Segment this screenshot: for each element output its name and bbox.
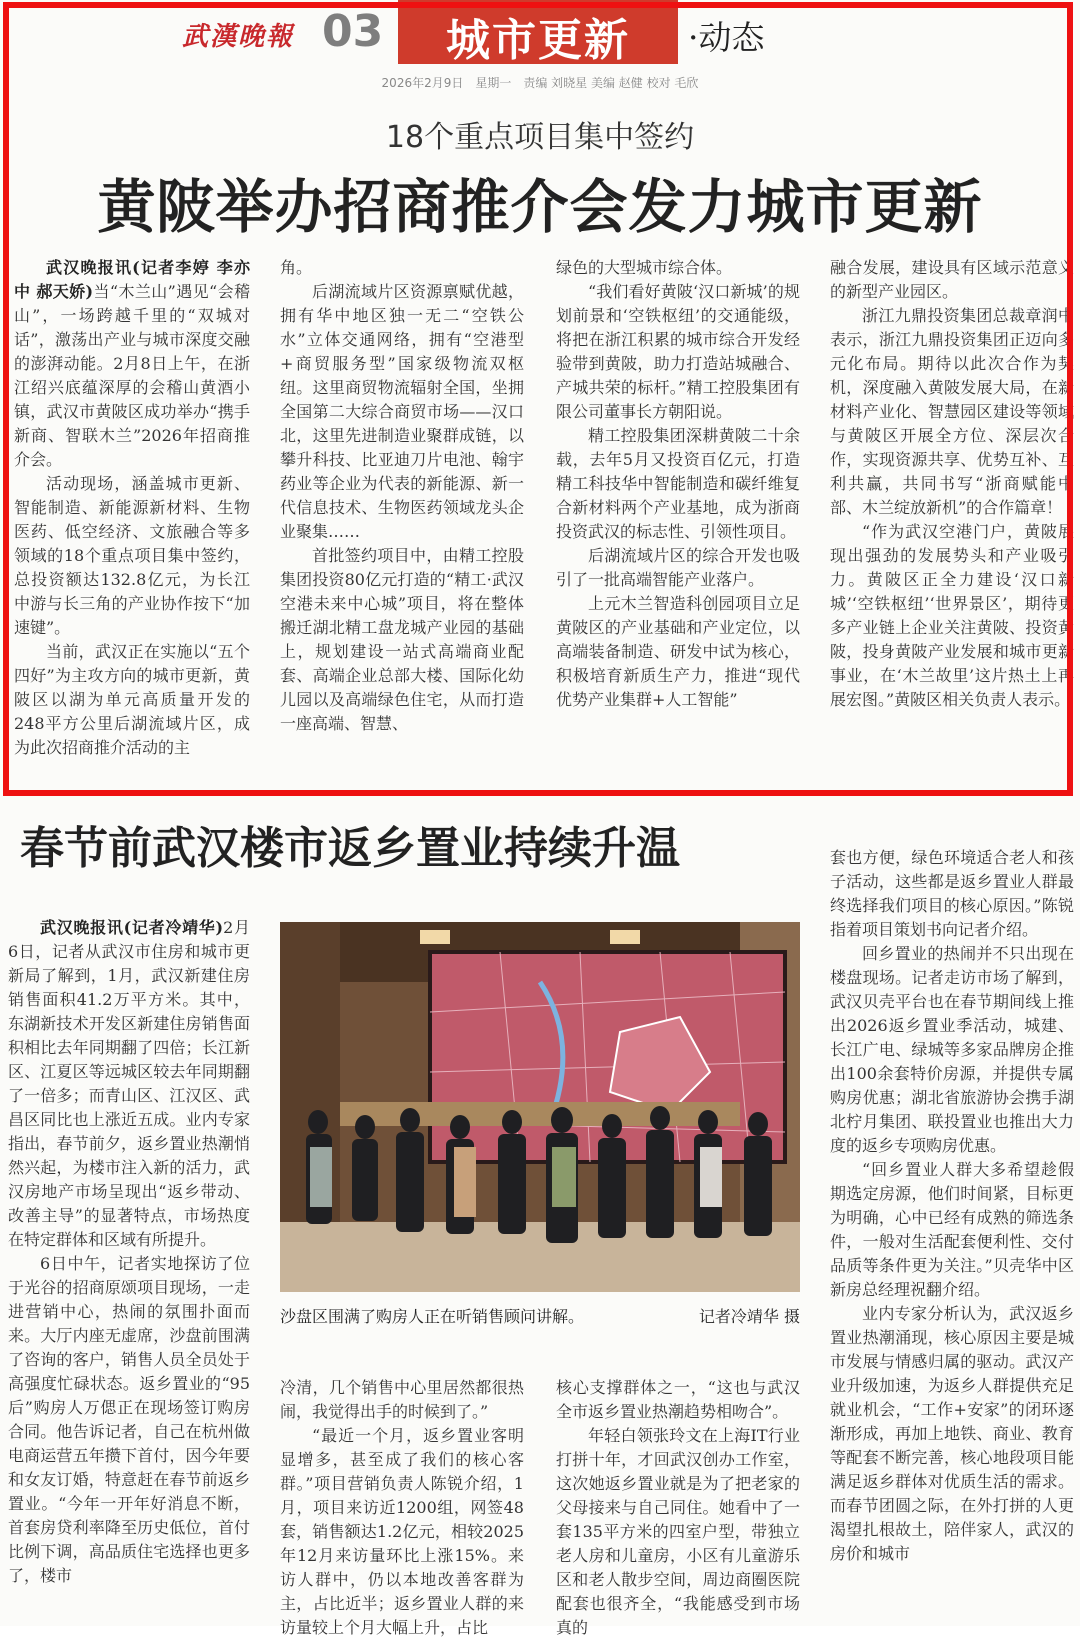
paragraph: 回乡置业的热闹并不只出现在楼盘现场。记者走访市场了解到，武汉贝壳平台也在春节期间线上推出2026返乡置业季活动，城建、长江广电、绿城等多家品牌房企推出100余套特价房源，并提供专属购房优惠；湖北省旅游协会携手湖北柠月集团、联投置业也推出大力度的返乡专项购房优惠。 [830, 944, 1074, 1155]
paragraph: 2月6日，记者从武汉市住房和城市更新局了解到，1月，武汉新建住房销售面积41.2万平方米。其中，东湖新技术开发区新建住房销售面积相比去年同期翻了四倍；长江新区、江夏区等远城区较去年同期翻了一倍多；而青山区、江汉区、武昌区同比也上涨近五成。业内专家指出，春节前夕，返乡置业热潮悄然兴起，为楼市注入新的活力，武汉房地产市场呈现出“返乡带动、改善主导”的显著特点，市场热度在特定群体和区域有所提升。 [8, 918, 250, 1249]
paragraph: “作为武汉空港门户，黄陂展现出强劲的发展势头和产业吸引力。黄陂区正全力建设‘汉口新城’‘空铁枢纽’‘世界景区’，期待更多产业链上企业关注黄陂、投资黄陂，投身黄陂产业发展和城市更新事业，在‘木兰故里’这片热土上再展宏图。”黄陂区相关负责人表示。 [830, 522, 1074, 709]
article1-kicker: 18个重点项目集中签约 [385, 120, 695, 155]
paragraph: 套也方便，绿色环境适合老人和孩子活动，这些都是返乡置业人群最终选择我们项目的核心原因。”陈锐指着项目策划书向记者介绍。 [830, 848, 1074, 939]
subsection-name: ·动态 [688, 18, 765, 57]
article1-column-1 [14, 256, 250, 766]
section-name: 城市更新 [446, 15, 630, 66]
article2-column-3 [556, 1376, 800, 1637]
paragraph: “最近一个月，返乡置业客明显增多，甚至成了我们的核心客群。”项目营销负责人陈锐介绍，1月，项目来访近1200组，网签48套，销售额达1.2亿元，相较2025年12月来访量环比上涨15%。来访人群中，仍以本地改善客群为主，占比近半；返乡置业人群的来访量较上个月大幅上升，占比 [280, 1426, 524, 1637]
article1-headline: 黄陂举办招商推介会发力城市更新 [97, 173, 983, 241]
paragraph: “我们看好黄陂‘汉口新城’的规划前景和‘空铁枢纽’的交通能级，将把在浙江积累的城市综合开发经验带到黄陂，助力打造站城融合、产城共荣的标杆。”精工控股集团有限公司董事长方朝阳说。 [556, 282, 800, 421]
paragraph: 浙江九鼎投资集团总裁章润中表示，浙江九鼎投资集团正迈向多元化布局。期待以此次合作为契机，深度融入黄陂发展大局，在新材料产业化、智慧园区建设等领域与黄陂区开展全方位、深层次合作，实现资源共享、优势互补、互利共赢，共同书写“浙商赋能中部、木兰绽放新机”的合作篇章！ [830, 306, 1074, 517]
paragraph: 活动现场，涵盖城市更新、智能制造、新能源新材料、生物医药、低空经济、文旅融合等多领域的18个重点项目集中签约，总投资额达132.8亿元，为长江中游与长三角的产业协作按下“加速键”。 [14, 474, 250, 637]
photo-caption-bar [280, 1304, 800, 1327]
paragraph: 绿色的大型城市综合体。 [556, 258, 733, 277]
paragraph: 后湖流域片区资源禀赋优越，拥有华中地区独一无二“空铁公水”立体交通网络，拥有“空港型+商贸服务型”国家级物流双枢纽。这里商贸物流辐射全国，坐拥全国第二大综合商贸市场——汉口北，这里先进制造业聚群成链，以攀升科技、比亚迪刀片电池、翰宇药业等企业为代表的新能源、新一代信息技术、生物医药领域龙头企业聚集…… [280, 282, 524, 541]
article1-column-4 [830, 256, 1074, 766]
paragraph: 核心支撑群体之一，“这也与武汉全市返乡置业热潮趋势相吻合”。 [556, 1378, 800, 1421]
paragraph: 精工控股集团深耕黄陂二十余载，去年5月又投资百亿元，打造精工科技华中智能制造和碳纤维复合新材料两个产业基地，成为浙商投资武汉的标志性、引领性项目。 [556, 426, 800, 541]
photo-caption: 沙盘区围满了购房人正在听销售顾问讲解。 [280, 1307, 585, 1326]
paragraph: 角。 [280, 258, 313, 277]
photo-credit: 记者冷靖华 摄 [698, 1307, 800, 1326]
paragraph: 年轻白领张玲文在上海IT行业打拼十年，才回武汉创办工作室，这次她返乡置业就是为了把老家的父母接来与自己同住。她看中了一套135平方米的四室户型，带独立老人房和儿童房，小区有儿童游乐区和老人散步空间，周边商圈医院配套也很齐全，“我能感受到市场真的 [556, 1426, 800, 1637]
dateline: 2026年2月9日 星期一 责编 刘晓星 美编 赵健 校对 毛欣 [381, 76, 699, 90]
paper-name: 武漢晚報 [182, 22, 295, 52]
paragraph: 后湖流域片区的综合开发也吸引了一批高端智能产业落户。 [556, 546, 800, 589]
masthead [0, 0, 1080, 90]
paragraph: 融合发展，建设具有区域示范意义的新型产业园区。 [830, 258, 1074, 301]
article2-headline: 春节前武汉楼市返乡置业持续升温 [20, 823, 680, 874]
paragraph: 上元木兰智造科创园项目立足黄陂区的产业基础和产业定位，以高端装备制造、研发中试为核心，积极培育新质生产力，推进“现代优势产业集群+人工智能” [556, 594, 800, 709]
page-number: 03 [322, 6, 384, 57]
paragraph: 当前，武汉正在实施以“五个四好”为主攻方向的城市更新，黄陂区以湖为单元高质量开发的248平方公里后湖流域片区，成为此次招商推介活动的主 [14, 642, 250, 757]
article2-column-2 [280, 1376, 524, 1637]
paragraph: 当“木兰山”遇见“会稽山”，一场跨越千里的“双城对话”，激荡出产业与城市深度交融的澎湃动能。2月8日上午，在浙江绍兴底蕴深厚的会稽山黄酒小镇，武汉市黄陂区成功举办“携手新商、智联木兰”2026年招商推介会。 [14, 282, 250, 469]
article2-column-1 [8, 916, 250, 1626]
article1-column-2 [280, 256, 524, 766]
paragraph: 首批签约项目中，由精工控股集团投资80亿元打造的“精工·武汉空港未来中心城”项目，将在整体搬迁湖北精工盘龙城产业园的基础上，规划建设一站式高端商业配套、高端企业总部大楼、国际化幼儿园以及高端绿色住宅，从而打造一座高端、智慧、 [280, 546, 524, 733]
article1-column-3 [556, 256, 800, 766]
paragraph: 业内专家分析认为，武汉返乡置业热潮涌现，核心原因主要是城市发展与情感归属的驱动。武汉产业升级加速，为返乡人群提供充足就业机会，“工作+安家”的闭环逐渐形成，再加上地铁、商业、教育等配套不断完善，核心地段项目能满足返乡群体对优质生活的需求。而春节团圆之际，在外打拼的人更渴望扎根故土，陪伴家人，武汉的房价和城市 [830, 1304, 1074, 1563]
paragraph: “回乡置业人群大多希望趁假期选定房源，他们时间紧，目标更为明确，心中已经有成熟的筛选条件，一般对生活配套便利性、交付品质等条件更为关注。”贝壳华中区新房总经理祝翻介绍。 [830, 1160, 1074, 1299]
article2-lead: 武汉晚报讯(记者冷靖华) [40, 918, 224, 937]
article2-column-4 [830, 846, 1074, 1626]
paragraph: 6日中午，记者实地探访了位于光谷的招商原颂项目现场，一走进营销中心，热闹的氛围扑面而来。大厅内座无虚席，沙盘前围满了咨询的客户，销售人员全员处于高强度忙碌状态。返乡置业的“95后”购房人万偲正在现场签订购房合同。他告诉记者，自己在杭州做电商运营五年攒下首付，因今年要和女友订婚，特意赶在春节前返乡置业。“今年一开年好消息不断，首套房贷利率降至历史低位，首付比例下调，高品质住宅选择也更多了，楼市 [8, 1254, 250, 1585]
article1-lead: 武汉晚报讯(记者李婷 李亦中 郝天娇) [14, 258, 250, 301]
sales-center-photo [280, 922, 800, 1292]
paragraph: 冷清，几个销售中心里居然都很热闹，我觉得出手的时候到了。” [280, 1378, 524, 1421]
